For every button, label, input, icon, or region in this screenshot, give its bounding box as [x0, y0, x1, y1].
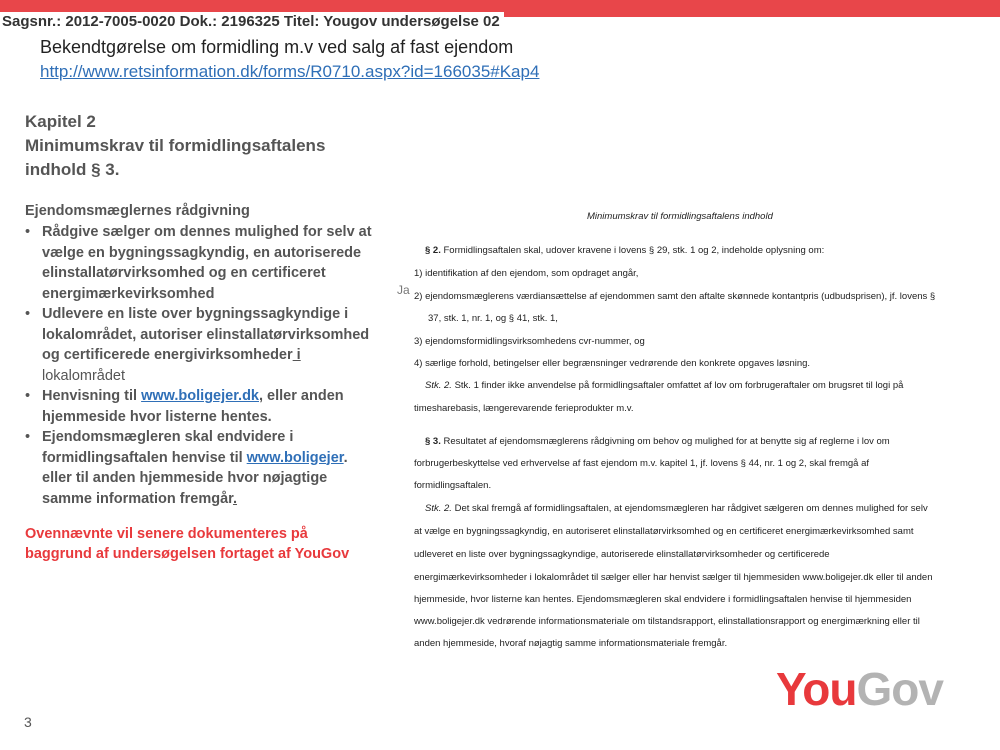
law-para-number: § 2. [425, 245, 441, 256]
section-heading: Ejendomsmæglernes rådgivning [25, 203, 250, 219]
law-item-1: 1) identifikation af den ejendom, som opdraget angår, [414, 268, 639, 279]
bullet-text: lokalområdet, autoriser elinstallatørvirksomhed [42, 326, 370, 343]
bullet-text: Rådgive sælger om dennes mulighed for selv at [42, 224, 372, 240]
bullet-text: hjemmeside hvor listerne hentes. [42, 408, 272, 425]
bullet-text: vælge en bygningssagkyndig, en autoriserede [42, 244, 362, 261]
chapter-line-2: Minimumskrav til formidlingsaftalens [25, 136, 326, 155]
bullet-text-tail: . [232, 490, 238, 507]
bullet-text: Ejendomsmægleren skal endvidere i [42, 429, 294, 445]
law-p3-line-9: www.boligejer.dk vedrørende informationsmateriale om tilstandsrapport, elinstallationsrapport og energimærkning eller til [414, 616, 920, 627]
law-p3-stk2-line-1 [425, 503, 928, 514]
red-note-line-1: Ovennævnte vil senere dokumenteres på [25, 526, 308, 542]
bullet-text-tail: i [292, 347, 301, 363]
ja-mark: Ja [397, 283, 410, 297]
law-p3-line-10: anden hjemmeside, hvoraf nøjagtig samme informationsmateriale fremgår. [414, 638, 728, 649]
bullet-text: Udlevere en liste over bygningssagkyndige i [42, 306, 349, 322]
law-paragraph-2 [425, 245, 824, 256]
logo-you: You [776, 663, 857, 715]
page-number: 3 [24, 714, 32, 730]
logo-gov: Gov [856, 663, 943, 715]
document-title: Bekendtgørelse om formidling m.v ved salg af fast ejendom [40, 37, 514, 57]
red-note-line-2: baggrund af undersøgelsen fortaget af YouGov [25, 546, 350, 562]
bullet-text-part: formidlingsaftalen henvise til [42, 449, 247, 466]
bullet-text-part: samme information fremgår [42, 490, 233, 507]
bullet-item-contract [25, 427, 395, 509]
boligejer-link-2[interactable]: www.boligejer [246, 449, 344, 466]
red-note [25, 524, 385, 564]
law-p3-line-2: forbrugerbeskyttelse ved erhvervelse af fast ejendom m.v. kapitel 1, jf. lovens § 44, nr. 1 og 2, skal fremgå af [414, 458, 869, 469]
law-paragraph-3 [425, 436, 890, 447]
law-heading: Minimumskrav til formidlingsaftalens indhold [587, 211, 773, 222]
bullet-list [25, 222, 395, 509]
law-p3-line-7: energimærkevirksomheder i lokalområdet til sælger eller har henvist sælger til hjemmesiden www.boligejer.dk eller til anden [414, 572, 933, 583]
law-stk-label: Stk. 2. [425, 503, 452, 514]
law-para-number: § 3. [425, 436, 441, 447]
bullet-item-reference [25, 386, 395, 427]
bullet-text-part: , eller anden [259, 388, 344, 404]
bullet-text-plain: lokalområdet [42, 367, 126, 384]
bullet-text: elinstallatørvirksomhed og en certificeret [42, 265, 326, 281]
bullet-text-part: . [343, 449, 348, 466]
law-p3-line-6: udleveret en liste over bygningssagkyndige, autoriserede elinstallatørvirksomheder og certificerede [414, 549, 830, 560]
law-text: Stk. 1 finder ikke anvendelse på formidlingsaftaler omfattet af lov om forbrugeraftaler om brugsret til logi på [451, 380, 904, 391]
bullet-text [42, 386, 395, 407]
law-item-3: 3) ejendomsformidlingsvirksomhedens cvr-nummer, og [414, 336, 645, 347]
law-p3-line-8: hjemmeside, hvor listerne kan hentes. Ejendomsmægleren skal endvidere i formidlingsaftalen henvise til hjemmesiden [414, 594, 912, 605]
bullet-item-advise [25, 222, 395, 304]
bullet-text: energimærkevirksomhed [42, 285, 215, 302]
boligejer-link[interactable]: www.boligejer.dk [141, 388, 259, 404]
bullet-text: eller til anden hjemmeside hvor nøjagtige [42, 470, 328, 486]
bullet-text [42, 489, 395, 510]
bullet-item-handout [25, 304, 395, 386]
law-p3-line-5: at vælge en bygningssagkyndig, en autoriseret elinstallatørvirksomhed og en certificeret energimærkevirksomhed samt [414, 526, 914, 537]
bullet-text-part: Henvisning til [42, 388, 142, 404]
chapter-line-3: indhold § 3. [25, 160, 120, 179]
bullet-dot: • [25, 429, 31, 445]
bullet-text-part: og certificerede energivirksomheder [42, 347, 293, 363]
law-item-2b: 37, stk. 1, nr. 1, og § 41, stk. 1, [428, 313, 558, 324]
bullet-dot: • [25, 224, 31, 240]
law-item-2a: 2) ejendomsmæglerens værdiansættelse af ejendommen samt den aftalte skønnede kontantpris (udbudsprisen), jf. lovens § [414, 291, 936, 302]
chapter-line-1: Kapitel 2 [25, 112, 96, 131]
yougov-logo [776, 665, 943, 713]
case-header: Sagsnr.: 2012-7005-0020 Dok.: 2196325 Titel: Yougov undersøgelse 02 [0, 12, 504, 32]
bullet-text [42, 345, 395, 366]
law-text: Det skal fremgå af formidlingsaftalen, at ejendomsmægleren har rådgivet sælgeren om dennes mulighed for selv [451, 503, 928, 514]
law-item-4: 4) særlige forhold, betingelser eller begrænsninger vedrørende den konkrete opgaves løsning. [414, 358, 811, 369]
document-link[interactable]: http://www.retsinformation.dk/forms/R0710.aspx?id=166035#Kap4 [40, 62, 540, 81]
chapter-heading [25, 110, 385, 182]
law-p3-line-3: formidlingsaftalen. [414, 480, 492, 491]
law-stk-label: Stk. 2. [425, 380, 452, 391]
law-text: Resultatet af ejendomsmæglerens rådgivning om behov og mulighed for at benytte sig af reglerne i lov om [440, 436, 890, 447]
law-text: Formidlingsaftalen skal, udover kravene i lovens § 29, stk. 1 og 2, indeholde oplysning om: [440, 245, 825, 256]
law-stk2-line-1 [425, 380, 903, 391]
bullet-text [42, 448, 395, 469]
bullet-dot: • [25, 388, 31, 404]
law-stk2-line-2: timesharebasis, længerevarende ferieprodukter m.v. [414, 403, 634, 414]
bullet-dot: • [25, 306, 31, 322]
